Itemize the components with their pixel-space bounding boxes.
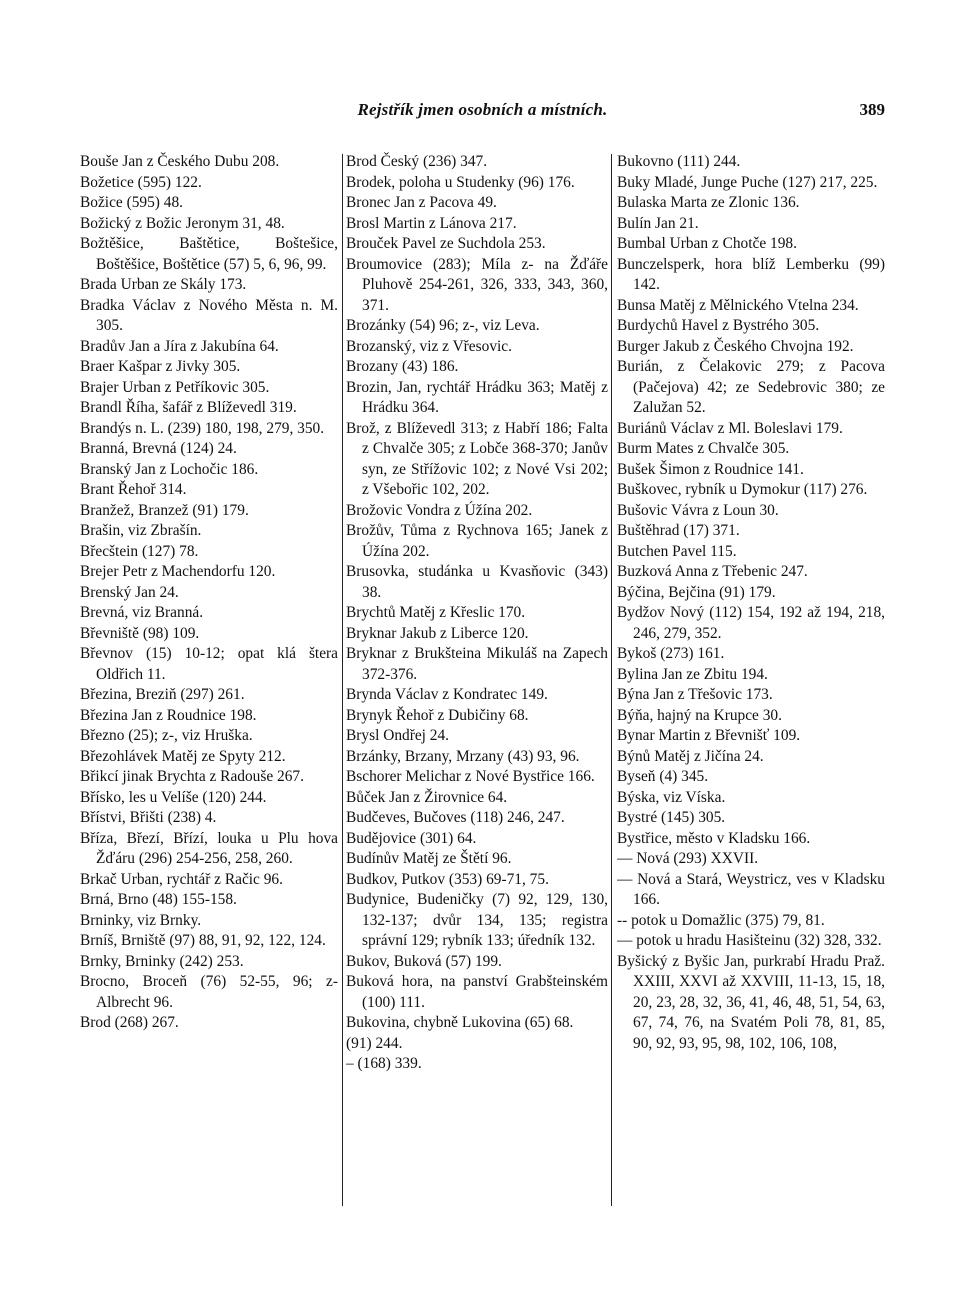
index-entry: Brant Řehoř 314. <box>80 481 187 498</box>
index-entry: Bystré (145) 305. <box>617 809 726 826</box>
index-entry: Brož, z Blíževedl 313; z Habří 186; Falta z Chvalče 305; z Lobče 368-370; Janův syn, ze Střížovic 102; z Nové Vsi 202; z Všebořic 102, 202. <box>346 419 608 498</box>
index-entry: Brnky, Brninky (242) 253. <box>80 952 244 970</box>
page-header <box>80 100 885 130</box>
index-entry: Býna Jan z Třešovic 173. <box>617 686 773 703</box>
index-entry: Buky Mladé, Junge Puche (127) 217, 225. <box>617 173 878 191</box>
index-entry: Buštěhrad (17) 371. <box>617 522 740 539</box>
index-entry: Bunczelsperk, hora blíž Lemberku (99) 142. <box>617 255 885 293</box>
index-entry: Brocno, Broceň (76) 52-55, 96; z- Albrecht 96. <box>80 973 338 1011</box>
index-entry: Bůček Jan z Žirovnice 64. <box>346 788 508 806</box>
index-entry: Brevná, viz Branná. <box>80 604 204 621</box>
index-entry: Burger Jakub z Českého Chvojna 192. <box>617 337 854 355</box>
index-entry: Býčina, Bejčina (91) 179. <box>617 583 776 601</box>
index-entry: Božetice (595) 122. <box>80 173 202 191</box>
index-entry: Brozanský, viz z Vřesovic. <box>346 337 512 355</box>
running-title: Rejstřík jmen osobních a místních. <box>357 100 608 119</box>
index-entry: Bukovina, chybně Lukovina (65) 68. <box>346 1014 574 1031</box>
index-column-3 <box>617 152 885 1212</box>
index-entry: Brozánky (54) 96; z-, viz Leva. <box>346 317 540 334</box>
index-entry: Býnů Matěj z Jičína 24. <box>617 747 764 765</box>
page-number: 389 <box>859 100 885 119</box>
index-entry: Brandýs n. L. (239) 180, 198, 279, 350. <box>80 419 325 437</box>
index-entry: Bumbal Urban z Chotče 198. <box>617 235 797 252</box>
index-entry: Burm Mates z Chvalče 305. <box>617 440 790 457</box>
index-entry: Budynice, Budeničky (7) 92, 129, 130, 132-137; dvůr 134, 135; registra správní 129; rybník 133; úředník 132. <box>346 891 608 949</box>
index-entry: Buriánů Václav z Ml. Boleslavi 179. <box>617 419 843 437</box>
index-column-1 <box>80 152 338 1212</box>
index-entry: Býňa, hajný na Krupce 30. <box>617 706 782 724</box>
index-entry: Brod (268) 267. <box>80 1014 179 1031</box>
index-entry: Božický z Božic Jeronym 31, 48. <box>80 214 285 232</box>
index-entry: Buková hora, na panství Grabšteinském (100) 111. <box>346 973 608 1011</box>
index-entry: Budčeves, Bučoves (118) 246, 247. <box>346 809 565 826</box>
index-entry: Bukovno (111) 244. <box>617 153 741 170</box>
index-entry: Brozany (43) 186. <box>346 358 459 375</box>
index-entry: – (168) 339. <box>346 1055 422 1072</box>
index-entry: Božice (595) 48. <box>80 194 183 211</box>
index-entry: Bulaska Marta ze Zlonic 136. <box>617 194 800 211</box>
index-entry: Brychtů Matěj z Křeslic 170. <box>346 604 526 621</box>
index-entry: Brysl Ondřej 24. <box>346 727 450 744</box>
index-entry: Branžež, Branzež (91) 179. <box>80 501 249 519</box>
index-entry: Burián, z Čelakovic 279; z Pacova (Pačejova) 42; ze Sedebrovic 380; ze Zalužan 52. <box>617 358 885 416</box>
index-entry: Brynda Václav z Kondratec 149. <box>346 686 548 703</box>
index-entry: Bradka Václav z Nového Města n. M. 305. <box>80 296 338 334</box>
index-entry: Buškovec, rybník u Dymokur (117) 276. <box>617 481 868 498</box>
index-entry: Březohlávek Matěj ze Spyty 212. <box>80 747 286 765</box>
index-entry: Bouše Jan z Českého Dubu 208. <box>80 153 280 170</box>
index-entry: Brynyk Řehoř z Dubičiny 68. <box>346 706 529 724</box>
index-entry: Bryknar Jakub z Liberce 120. <box>346 624 529 642</box>
index-entry: Brzánky, Brzany, Mrzany (43) 93, 96. <box>346 747 580 765</box>
index-entry: Břecštein (127) 78. <box>80 542 199 560</box>
index-entry: Březina, Breziň (297) 261. <box>80 686 245 703</box>
index-entry: Božtěšice, Baštětice, Boštešice, Boštěšice, Boštětice (57) 5, 6, 96, 99. <box>80 235 338 273</box>
index-entry: Bušovic Vávra z Loun 30. <box>617 501 779 519</box>
index-entry: Bylina Jan ze Zbitu 194. <box>617 665 768 683</box>
index-entry: — Nová a Stará, Weystricz, ves v Kladsku 166. <box>617 870 885 908</box>
index-entry: Brozin, Jan, rychtář Hrádku 363; Matěj z Hrádku 364. <box>346 378 608 416</box>
index-entry: Brodek, poloha u Studenky (96) 176. <box>346 173 575 191</box>
index-entry: Brod Český (236) 347. <box>346 153 488 170</box>
index-entry: Butchen Pavel 115. <box>617 542 737 560</box>
index-entry: Branský Jan z Lochočic 186. <box>80 460 259 478</box>
index-entry: Brajer Urban z Petříkovic 305. <box>80 378 270 396</box>
index-entry: Brožovic Vondra z Úžína 202. <box>346 501 533 519</box>
index-entry: Bradův Jan a Jíra z Jakubína 64. <box>80 337 279 355</box>
index-entry: — Nová (293) XXVII. <box>617 850 759 867</box>
index-entry: Budínův Matěj ze Štětí 96. <box>346 850 512 867</box>
index-entry: (91) 244. <box>346 1034 403 1052</box>
index-entry: Bynar Martin z Břevnišť 109. <box>617 727 801 744</box>
index-entry: Bronec Jan z Pacova 49. <box>346 194 497 211</box>
index-entry: Brninky, viz Brnky. <box>80 911 202 929</box>
index-entry: Březno (25); z-, viz Hruška. <box>80 727 253 744</box>
index-entry: Buzková Anna z Třebenic 247. <box>617 563 808 580</box>
index-entry: Býska, viz Víska. <box>617 788 726 806</box>
index-entry: Bunsa Matěj z Mělnického Vtelna 234. <box>617 296 859 314</box>
index-entry: Brníš, Brniště (97) 88, 91, 92, 122, 124. <box>80 932 326 949</box>
index-entry: Bukov, Buková (57) 199. <box>346 952 502 970</box>
index-entry: Brkač Urban, rychtář z Račic 96. <box>80 870 283 888</box>
index-entry: Budkov, Putkov (353) 69-71, 75. <box>346 870 549 888</box>
index-entry: Břísko, les u Velíše (120) 244. <box>80 788 267 806</box>
index-entry: Bušek Šimon z Roudnice 141. <box>617 460 804 478</box>
index-entry: Břístvi, Břišti (238) 4. <box>80 809 217 826</box>
column-divider <box>611 154 612 1206</box>
index-entry: Brandl Říha, šafář z Blíževedl 319. <box>80 399 297 416</box>
index-entry: Bystřice, město v Kladsku 166. <box>617 829 811 847</box>
index-entry: Brusovka, studánka u Kvasňovic (343) 38. <box>346 563 608 601</box>
index-entry: Brašin, viz Zbrašín. <box>80 522 202 539</box>
index-entry: Brosl Martin z Lánova 217. <box>346 214 517 232</box>
index-entry: Brejer Petr z Machendorfu 120. <box>80 563 276 580</box>
index-entry: Byseň (4) 345. <box>617 768 709 785</box>
index-column-2 <box>346 152 608 1212</box>
index-entry: Broumovice (283); Míla z- na Žďáře Pluhově 254-261, 326, 333, 343, 360, 371. <box>346 255 608 314</box>
index-entry: Byšický z Byšic Jan, purkrabí Hradu Praž. XXIII, XXVI až XXVIII, 11-13, 15, 18, 20, 23, 28, 32, 36, 41, 46, 48, 51, 54, 63, 67, 74, 76, na Svatém Poli 78, 81, 85, 90, 92, 93, 95, 98, 102, 106, 108, <box>617 952 885 1052</box>
index-entry: Bryknar z Brukšteina Mikuláš na Zapech 372-376. <box>346 645 608 683</box>
index-entry: Brada Urban ze Skály 173. <box>80 276 247 293</box>
index-entry: Brná, Brno (48) 155-158. <box>80 891 237 908</box>
index-entry: Bulín Jan 21. <box>617 214 699 232</box>
index-columns <box>80 152 885 1222</box>
index-entry: — potok u hradu Hasišteinu (32) 328, 332. <box>617 932 882 949</box>
index-entry: -- potok u Domažlic (375) 79, 81. <box>617 911 825 929</box>
index-entry: Bykoš (273) 161. <box>617 645 725 662</box>
index-entry: Burdychů Havel z Bystrého 305. <box>617 317 820 334</box>
index-entry: Břikcí jinak Brychta z Radouše 267. <box>80 768 304 785</box>
index-entry: Březina Jan z Roudnice 198. <box>80 706 257 724</box>
index-entry: Branná, Brevná (124) 24. <box>80 440 237 457</box>
index-entry: Brenský Jan 24. <box>80 583 179 601</box>
index-entry: Břevnov (15) 10-12; opat klá štera Oldřich 11. <box>80 645 338 683</box>
index-entry: Břevniště (98) 109. <box>80 624 200 642</box>
index-entry: Bříza, Březí, Břízí, louka u Plu hova Žďáru (296) 254-256, 258, 260. <box>80 829 338 867</box>
index-entry: Braer Kašpar z Jivky 305. <box>80 358 241 375</box>
index-entry: Bydžov Nový (112) 154, 192 až 194, 218, 246, 279, 352. <box>617 604 885 642</box>
index-entry: Brožův, Tůma z Rychnova 165; Janek z Úžína 202. <box>346 522 608 560</box>
index-entry: Bschorer Melichar z Nové Bystřice 166. <box>346 768 595 785</box>
index-entry: Budějovice (301) 64. <box>346 829 477 847</box>
column-divider <box>342 154 343 1206</box>
index-entry: Brouček Pavel ze Suchdola 253. <box>346 235 546 252</box>
